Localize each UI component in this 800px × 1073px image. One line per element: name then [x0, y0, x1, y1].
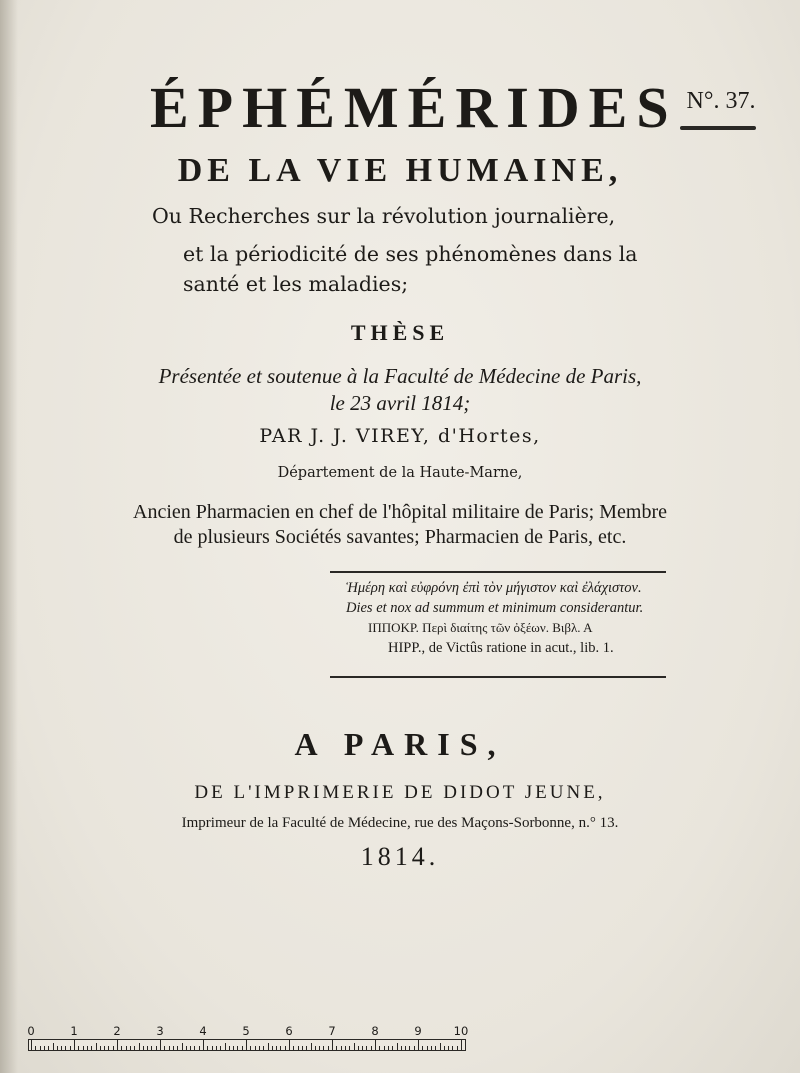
scale-ruler-tick: [91, 1046, 92, 1050]
scale-ruler-tick: [427, 1046, 428, 1050]
scale-ruler-tick: [108, 1046, 109, 1050]
scale-ruler-tick: [190, 1046, 191, 1050]
scale-ruler-tick: [35, 1046, 36, 1050]
scale-ruler-tick: [237, 1046, 238, 1050]
author-credentials-line-2: de plusieurs Sociétés savantes; Pharmacien de Paris, etc.: [173, 526, 627, 548]
scale-ruler-tick: [444, 1046, 445, 1050]
scale-ruler-tick: [461, 1040, 462, 1050]
scale-ruler-tick: [126, 1046, 127, 1050]
scale-ruler-tick: [276, 1046, 277, 1050]
scale-ruler-tick: [104, 1046, 105, 1050]
scale-ruler-label: 8: [371, 1024, 379, 1038]
scale-ruler-tick: [177, 1046, 178, 1050]
scale-ruler-label: 1: [70, 1024, 78, 1038]
scale-ruler-tick: [96, 1043, 97, 1050]
scale-ruler-tick: [448, 1046, 449, 1050]
document-subtitle: DE LA VIE HUMAINE,: [177, 152, 623, 189]
scale-ruler-label: 7: [328, 1024, 336, 1038]
scale-ruler-tick: [414, 1046, 415, 1050]
imprint-place: A PARIS,: [294, 726, 506, 762]
scale-ruler-tick: [134, 1046, 135, 1050]
scale-ruler-tick: [169, 1046, 170, 1050]
scale-ruler: [28, 1024, 468, 1050]
scale-ruler-tick: [371, 1046, 372, 1050]
scale-ruler-tick: [207, 1046, 208, 1050]
document-number: N°. 37.: [686, 88, 756, 114]
scale-ruler-tick: [315, 1046, 316, 1050]
scale-ruler-tick: [293, 1046, 294, 1050]
scale-ruler-tick: [147, 1046, 148, 1050]
scale-ruler-tick: [375, 1040, 376, 1050]
scale-ruler-tick: [289, 1040, 290, 1050]
scale-ruler-bar: [28, 1039, 466, 1051]
scale-ruler-tick: [409, 1046, 410, 1050]
scale-ruler-tick: [186, 1046, 187, 1050]
scale-ruler-tick: [418, 1040, 419, 1050]
scale-ruler-tick: [397, 1043, 398, 1050]
scale-ruler-tick: [392, 1046, 393, 1050]
author-byline: PAR J. J. VIREY, d'Hortes,: [259, 425, 541, 447]
scale-ruler-tick: [345, 1046, 346, 1050]
scale-ruler-tick: [302, 1046, 303, 1050]
scale-ruler-tick: [362, 1046, 363, 1050]
description-line-2: et la périodicité de ses phénomènes dans la: [183, 242, 638, 266]
scale-ruler-label: 2: [113, 1024, 121, 1038]
scale-ruler-tick: [61, 1046, 62, 1050]
scale-ruler-tick: [255, 1046, 256, 1050]
scale-ruler-tick: [298, 1046, 299, 1050]
epigraph-greek: Ἡμέρη καὶ εὐφρόνη ἐπὶ τὸν μήγιστον καὶ ἐλάχιστον.: [346, 580, 642, 596]
scale-ruler-tick: [263, 1046, 264, 1050]
scale-ruler-tick: [78, 1046, 79, 1050]
scale-ruler-tick: [388, 1046, 389, 1050]
imprint-printer-detail: Imprimeur de la Faculté de Médecine, rue des Maçons-Sorbonne, n.° 13.: [181, 815, 619, 831]
epigraph-greek-reference: ΙΠΠΟΚΡ. Περὶ διαίτης τῶν ὀξέων. Βιβλ. Α: [368, 620, 593, 635]
scale-ruler-tick: [173, 1046, 174, 1050]
thesis-presented: Présentée et soutenue à la Faculté de Médecine de Paris,: [158, 364, 642, 388]
thesis-label: THÈSE: [350, 320, 450, 345]
epigraph-top-rule: [330, 571, 666, 573]
scale-ruler-tick: [117, 1040, 118, 1050]
scale-ruler-tick: [44, 1046, 45, 1050]
epigraph-latin: Dies et nox ad summum et minimum considerantur.: [346, 600, 644, 616]
scale-ruler-label: 4: [199, 1024, 207, 1038]
scale-ruler-tick: [306, 1046, 307, 1050]
scale-ruler-tick: [83, 1046, 84, 1050]
epigraph-reference: HIPP., de Victûs ratione in acut., lib. 1.: [388, 640, 614, 656]
scale-ruler-tick: [160, 1040, 161, 1050]
scale-ruler-tick: [48, 1046, 49, 1050]
scale-ruler-tick: [87, 1046, 88, 1050]
number-underline: [680, 126, 756, 130]
scale-ruler-tick: [311, 1043, 312, 1050]
scale-ruler-label: 6: [285, 1024, 293, 1038]
scale-ruler-tick: [319, 1046, 320, 1050]
scale-ruler-tick: [250, 1046, 251, 1050]
scale-ruler-tick: [440, 1043, 441, 1050]
scale-ruler-tick: [57, 1046, 58, 1050]
scale-ruler-tick: [354, 1043, 355, 1050]
scale-ruler-tick: [422, 1046, 423, 1050]
scale-ruler-tick: [405, 1046, 406, 1050]
scale-ruler-tick: [182, 1043, 183, 1050]
scale-ruler-tick: [341, 1046, 342, 1050]
scale-ruler-tick: [328, 1046, 329, 1050]
description-line-3: santé et les maladies;: [183, 272, 409, 296]
scale-ruler-tick: [216, 1046, 217, 1050]
scale-ruler-tick: [379, 1046, 380, 1050]
scale-ruler-tick: [194, 1046, 195, 1050]
scale-ruler-tick: [233, 1046, 234, 1050]
scale-ruler-tick: [242, 1046, 243, 1050]
imprint-printer: DE L'IMPRIMERIE DE DIDOT JEUNE,: [194, 782, 606, 803]
author-departement: Département de la Haute-Marne,: [277, 465, 523, 481]
scale-ruler-tick: [332, 1040, 333, 1050]
scale-ruler-tick: [212, 1046, 213, 1050]
scale-ruler-tick: [229, 1046, 230, 1050]
scale-ruler-tick: [65, 1046, 66, 1050]
scale-ruler-tick: [259, 1046, 260, 1050]
scale-ruler-tick: [366, 1046, 367, 1050]
scale-ruler-tick: [336, 1046, 337, 1050]
scale-ruler-label: 9: [414, 1024, 422, 1038]
scale-ruler-tick: [113, 1046, 114, 1050]
scale-ruler-tick: [164, 1046, 165, 1050]
scale-ruler-tick: [199, 1046, 200, 1050]
scale-ruler-tick: [323, 1046, 324, 1050]
scale-ruler-label: 5: [242, 1024, 250, 1038]
document-title: ÉPHÉMÉRIDES: [150, 75, 678, 140]
scale-ruler-tick: [151, 1046, 152, 1050]
scale-ruler-tick: [280, 1046, 281, 1050]
scale-ruler-label: 10: [453, 1024, 469, 1038]
scale-ruler-tick: [74, 1040, 75, 1050]
scale-ruler-tick: [435, 1046, 436, 1050]
author-credentials-line-1: Ancien Pharmacien en chef de l'hôpital militaire de Paris; Membre: [133, 501, 667, 523]
scale-ruler-tick: [349, 1046, 350, 1050]
scale-ruler-tick: [130, 1046, 131, 1050]
scale-ruler-tick: [272, 1046, 273, 1050]
scale-ruler-tick: [121, 1046, 122, 1050]
scale-ruler-tick: [203, 1040, 204, 1050]
scale-ruler-tick: [225, 1043, 226, 1050]
scale-ruler-label: 3: [156, 1024, 164, 1038]
epigraph-bottom-rule: [330, 676, 666, 678]
description-line-1: Ou Recherches sur la révolution journalière,: [152, 204, 616, 228]
scale-ruler-tick: [40, 1046, 41, 1050]
scale-ruler-tick: [384, 1046, 385, 1050]
scale-ruler-tick: [358, 1046, 359, 1050]
scale-ruler-tick: [457, 1046, 458, 1050]
scale-ruler-tick: [452, 1046, 453, 1050]
scale-ruler-tick: [31, 1040, 32, 1050]
scale-ruler-tick: [285, 1046, 286, 1050]
scale-ruler-tick: [268, 1043, 269, 1050]
scale-ruler-tick: [143, 1046, 144, 1050]
scale-ruler-tick: [220, 1046, 221, 1050]
scale-ruler-tick: [53, 1043, 54, 1050]
scale-ruler-tick: [401, 1046, 402, 1050]
thesis-date: le 23 avril 1814;: [329, 391, 471, 415]
imprint-year: 1814.: [360, 842, 440, 871]
scale-ruler-label: 0: [27, 1024, 35, 1038]
scale-ruler-tick: [70, 1046, 71, 1050]
scale-ruler-tick: [431, 1046, 432, 1050]
scale-ruler-tick: [100, 1046, 101, 1050]
scale-ruler-tick: [246, 1040, 247, 1050]
scale-ruler-tick: [139, 1043, 140, 1050]
scale-ruler-tick: [156, 1046, 157, 1050]
